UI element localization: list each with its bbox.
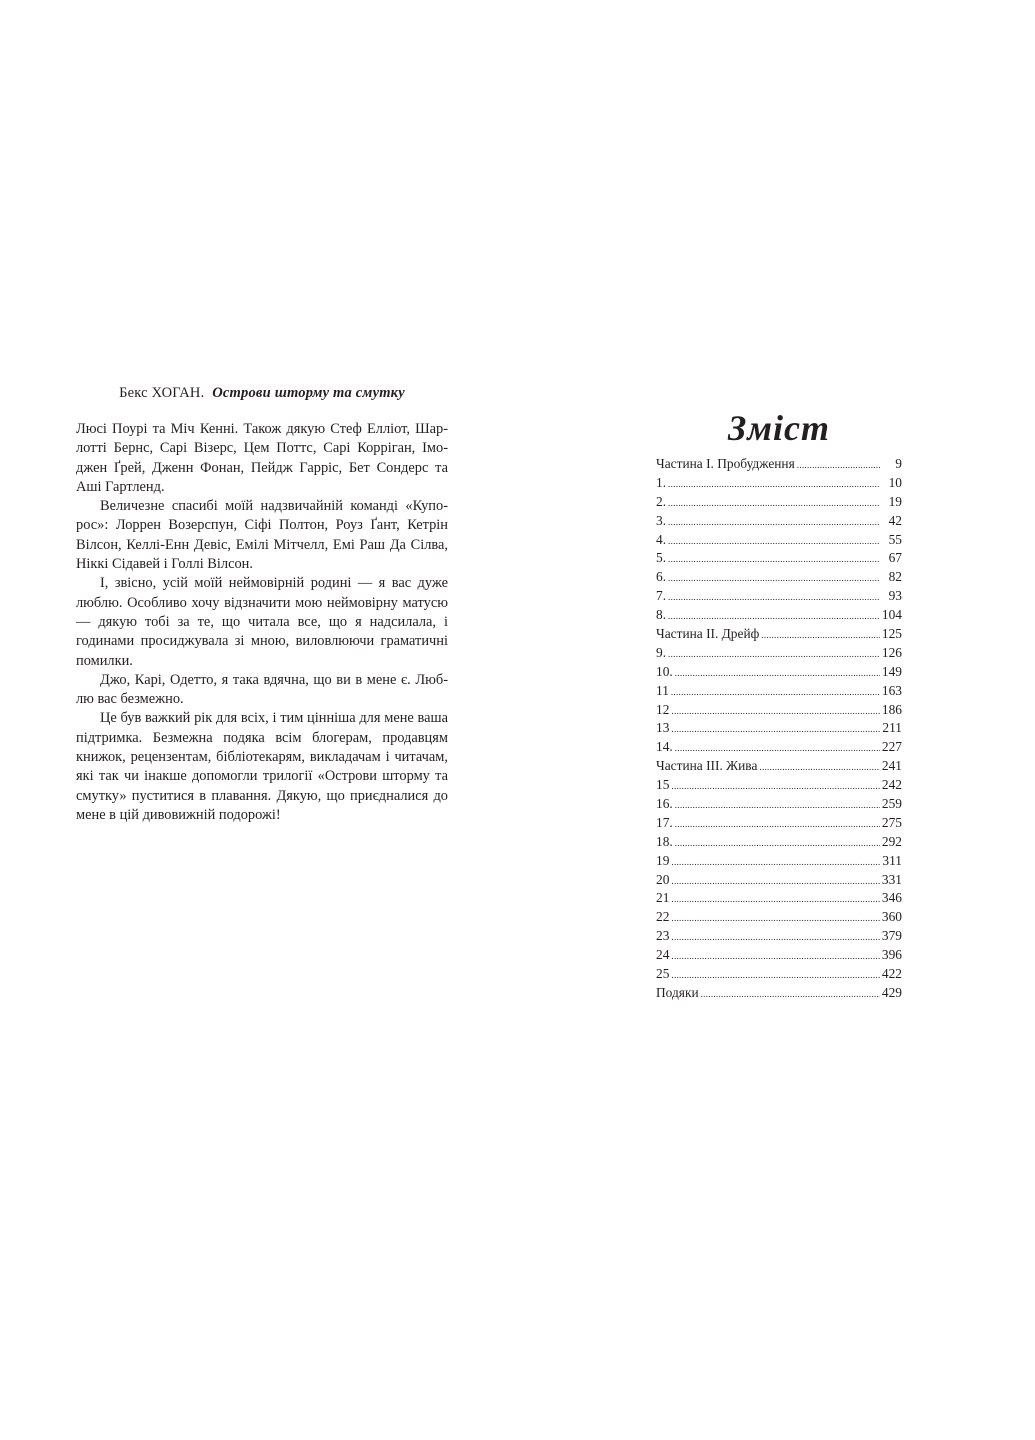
toc-entry-page-number: 227 — [881, 739, 902, 755]
toc-dot-leader — [759, 758, 880, 777]
toc-entry-page-number: 241 — [881, 758, 902, 774]
toc-entry-page-number: 93 — [888, 588, 902, 604]
toc-entry[interactable] — [656, 719, 902, 738]
toc-dot-leader — [675, 834, 880, 853]
toc-entry-label: 22 — [656, 909, 670, 925]
toc-entry-label: Частина І. Пробудження — [656, 456, 795, 471]
toc-dot-leader — [668, 607, 880, 626]
toc-entry-label: 23 — [656, 928, 670, 944]
toc-entry-page-number: 186 — [881, 701, 902, 717]
toc-dot-leader — [671, 928, 880, 947]
toc-entry[interactable] — [656, 776, 902, 795]
toc-entry-label: 4. — [656, 531, 667, 547]
toc-dot-leader — [668, 494, 880, 513]
toc-dot-leader — [668, 513, 880, 532]
toc-entry-page-number: 311 — [882, 852, 902, 868]
toc-entry[interactable] — [656, 531, 902, 550]
left-page — [0, 0, 517, 1440]
toc-entry-label: 17. — [656, 814, 673, 830]
toc-dot-leader — [671, 702, 880, 721]
toc-entry[interactable] — [656, 587, 902, 606]
toc-entry-page-number: 396 — [881, 947, 902, 963]
toc-dot-leader — [701, 985, 880, 1004]
toc-entry-page-number: 331 — [881, 871, 902, 887]
header-author: Бекс ХОГАН. — [119, 385, 205, 401]
toc-entry-label: 5. — [656, 550, 667, 566]
toc-entry-label: Частина ІІ. Дрейф — [656, 626, 760, 642]
toc-entry-label: 20 — [656, 871, 670, 887]
acknowledgements-text — [76, 420, 448, 825]
toc-entry-label: 3. — [656, 512, 667, 528]
toc-entry-page-number: 82 — [888, 569, 902, 585]
toc-entry[interactable] — [656, 701, 902, 720]
toc-entry-label: 13 — [656, 720, 670, 736]
toc-dot-leader — [761, 626, 880, 645]
toc-entry-page-number: 379 — [881, 928, 902, 944]
toc-entry[interactable] — [656, 512, 902, 531]
header-book-title: Острови шторму та смутку — [212, 385, 405, 401]
toc-entry-page-number: 125 — [881, 626, 902, 642]
toc-dot-leader — [671, 947, 880, 966]
toc-entry-label: Частина ІІІ. Жива — [656, 758, 758, 774]
running-header — [76, 385, 448, 402]
toc-entry[interactable] — [656, 493, 902, 512]
toc-entry-page-number: 10 — [888, 474, 902, 490]
toc-entry-label: 25 — [656, 966, 670, 982]
toc-entry-label: 11 — [656, 682, 669, 698]
toc-entry-page-number: 9 — [895, 456, 902, 471]
toc-dot-leader — [671, 890, 880, 909]
toc-entry-label: 16. — [656, 796, 673, 812]
toc-entry-label: 21 — [656, 890, 670, 906]
toc-dot-leader — [671, 966, 880, 985]
toc-entry-page-number: 242 — [881, 777, 902, 793]
toc-heading: Зміст — [728, 408, 830, 448]
toc-dot-leader — [671, 777, 880, 796]
toc-entry-page-number: 360 — [881, 909, 902, 925]
paragraph: Це був важкий рік для всіх, і тим цінніша для мене ваша підтримка. Безмежна подяка всім блогерам, продавцям книжок, рецензентам, бібліотекарям, викладачам і читачам, які так чи інакше допомогли трилогії «Острови шторму та смутку» пуститися в плавання. Дякую, що приєдналися до мене в цій дивовижній подорожі! — [76, 710, 448, 823]
toc-entry-label: 6. — [656, 569, 667, 585]
toc-entry-label: 18. — [656, 833, 673, 849]
toc-entry-page-number: 67 — [888, 550, 902, 566]
toc-entry[interactable] — [656, 568, 902, 587]
toc-entry-page-number: 149 — [881, 663, 902, 679]
toc-dot-leader — [671, 872, 880, 891]
paragraph: Величезне спасибі моїй надзвичайній команді «Купорос»: Лоррен Возерспун, Сіфі Полтон, Роуз Ґант, Кетрін Вілсон, Келлі-Енн Девіс, Емілі Мітчелл, Емі Раш Да Сілва, Ніккі Сідавей і Голлі Вілсон. — [76, 498, 448, 573]
right-page — [517, 0, 1035, 1440]
toc-dot-leader — [671, 853, 880, 872]
toc-entry-label: 7. — [656, 588, 667, 604]
toc-entry-page-number: 163 — [881, 682, 902, 698]
paragraph: Люсі Поурі та Міч Кенні. Також дякую Стеф Елліот, Шарлотті Бернс, Сарі Візерс, Цем Поттс, Сарі Корріган, Імоджен Ґрей, Дженн Фонан, Пейдж Гарріс, Бет Сондерс та Аші Гартленд. — [76, 421, 448, 495]
toc-entry[interactable] — [656, 455, 902, 474]
toc-dot-leader — [668, 645, 880, 664]
toc-entry[interactable] — [656, 682, 902, 701]
toc-entry-page-number: 55 — [888, 531, 902, 547]
toc-dot-leader — [668, 475, 880, 494]
toc-entry-page-number: 292 — [881, 833, 902, 849]
toc-dot-leader — [668, 550, 880, 569]
toc-entry-label: 10. — [656, 663, 673, 679]
toc-entry[interactable] — [656, 984, 902, 1003]
toc-entry-page-number: 346 — [881, 890, 902, 906]
toc-entry[interactable] — [656, 663, 902, 682]
toc-entry[interactable] — [656, 549, 902, 568]
toc-dot-leader — [668, 532, 880, 551]
toc-entry[interactable] — [656, 814, 902, 833]
toc-entry-label: 14. — [656, 739, 673, 755]
toc-entry[interactable] — [656, 795, 902, 814]
toc-entry[interactable] — [656, 946, 902, 965]
toc-entry[interactable] — [656, 644, 902, 663]
toc-entry-label: 12 — [656, 701, 670, 717]
toc-entry-label: 2. — [656, 493, 667, 509]
toc-entry[interactable] — [656, 908, 902, 927]
paragraph: Джо, Карі, Одетто, я така вдячна, що ви в мене є. Люблю вас безмежно. — [76, 671, 448, 708]
toc-dot-leader — [675, 796, 880, 815]
toc-entry-label: 19 — [656, 852, 670, 868]
toc-dot-leader — [675, 664, 880, 683]
toc-entry-label: 15 — [656, 777, 670, 793]
toc-entry-label: 9. — [656, 644, 667, 660]
toc-dot-leader — [671, 683, 880, 702]
toc-entry-page-number: 126 — [881, 644, 902, 660]
toc-dot-leader — [668, 588, 880, 607]
toc-dot-leader — [797, 456, 880, 475]
toc-dot-leader — [671, 720, 880, 739]
toc-entry[interactable] — [656, 871, 902, 890]
toc-dot-leader — [671, 909, 880, 928]
toc-entry[interactable] — [656, 757, 902, 776]
toc-entry-page-number: 104 — [881, 607, 902, 623]
toc-entry[interactable] — [656, 738, 902, 757]
toc-entry-page-number: 259 — [881, 796, 902, 812]
toc-dot-leader — [668, 569, 880, 588]
paragraph: І, звісно, усій моїй неймовірній родині — я вас дуже люблю. Особливо хочу відзначити мою неймовірну матусю — дякую тобі за те, що читала все, що я надсилала, і годинами просиджувала зі мною, виловлюючи граматичні помилки. — [76, 575, 448, 669]
toc-entry-page-number: 211 — [882, 720, 902, 736]
toc-entry[interactable] — [656, 833, 902, 852]
toc-entry[interactable] — [656, 965, 902, 984]
table-of-contents — [656, 455, 902, 1003]
toc-dot-leader — [675, 739, 880, 758]
toc-entry-page-number: 275 — [881, 814, 902, 830]
toc-entry-label: 8. — [656, 607, 667, 623]
toc-entry-label: Подяки — [656, 984, 699, 1000]
toc-entry[interactable] — [656, 852, 902, 871]
toc-entry[interactable] — [656, 889, 902, 908]
toc-entry[interactable] — [656, 606, 902, 625]
toc-entry-page-number: 19 — [888, 493, 902, 509]
toc-entry-label: 1. — [656, 474, 667, 490]
toc-dot-leader — [675, 815, 880, 834]
toc-entry-page-number: 429 — [881, 984, 902, 1000]
toc-entry-label: 24 — [656, 947, 670, 963]
toc-entry-page-number: 422 — [881, 966, 902, 982]
toc-entry[interactable] — [656, 474, 902, 493]
toc-entry[interactable] — [656, 625, 902, 644]
toc-entry[interactable] — [656, 927, 902, 946]
toc-entry-page-number: 42 — [888, 512, 902, 528]
